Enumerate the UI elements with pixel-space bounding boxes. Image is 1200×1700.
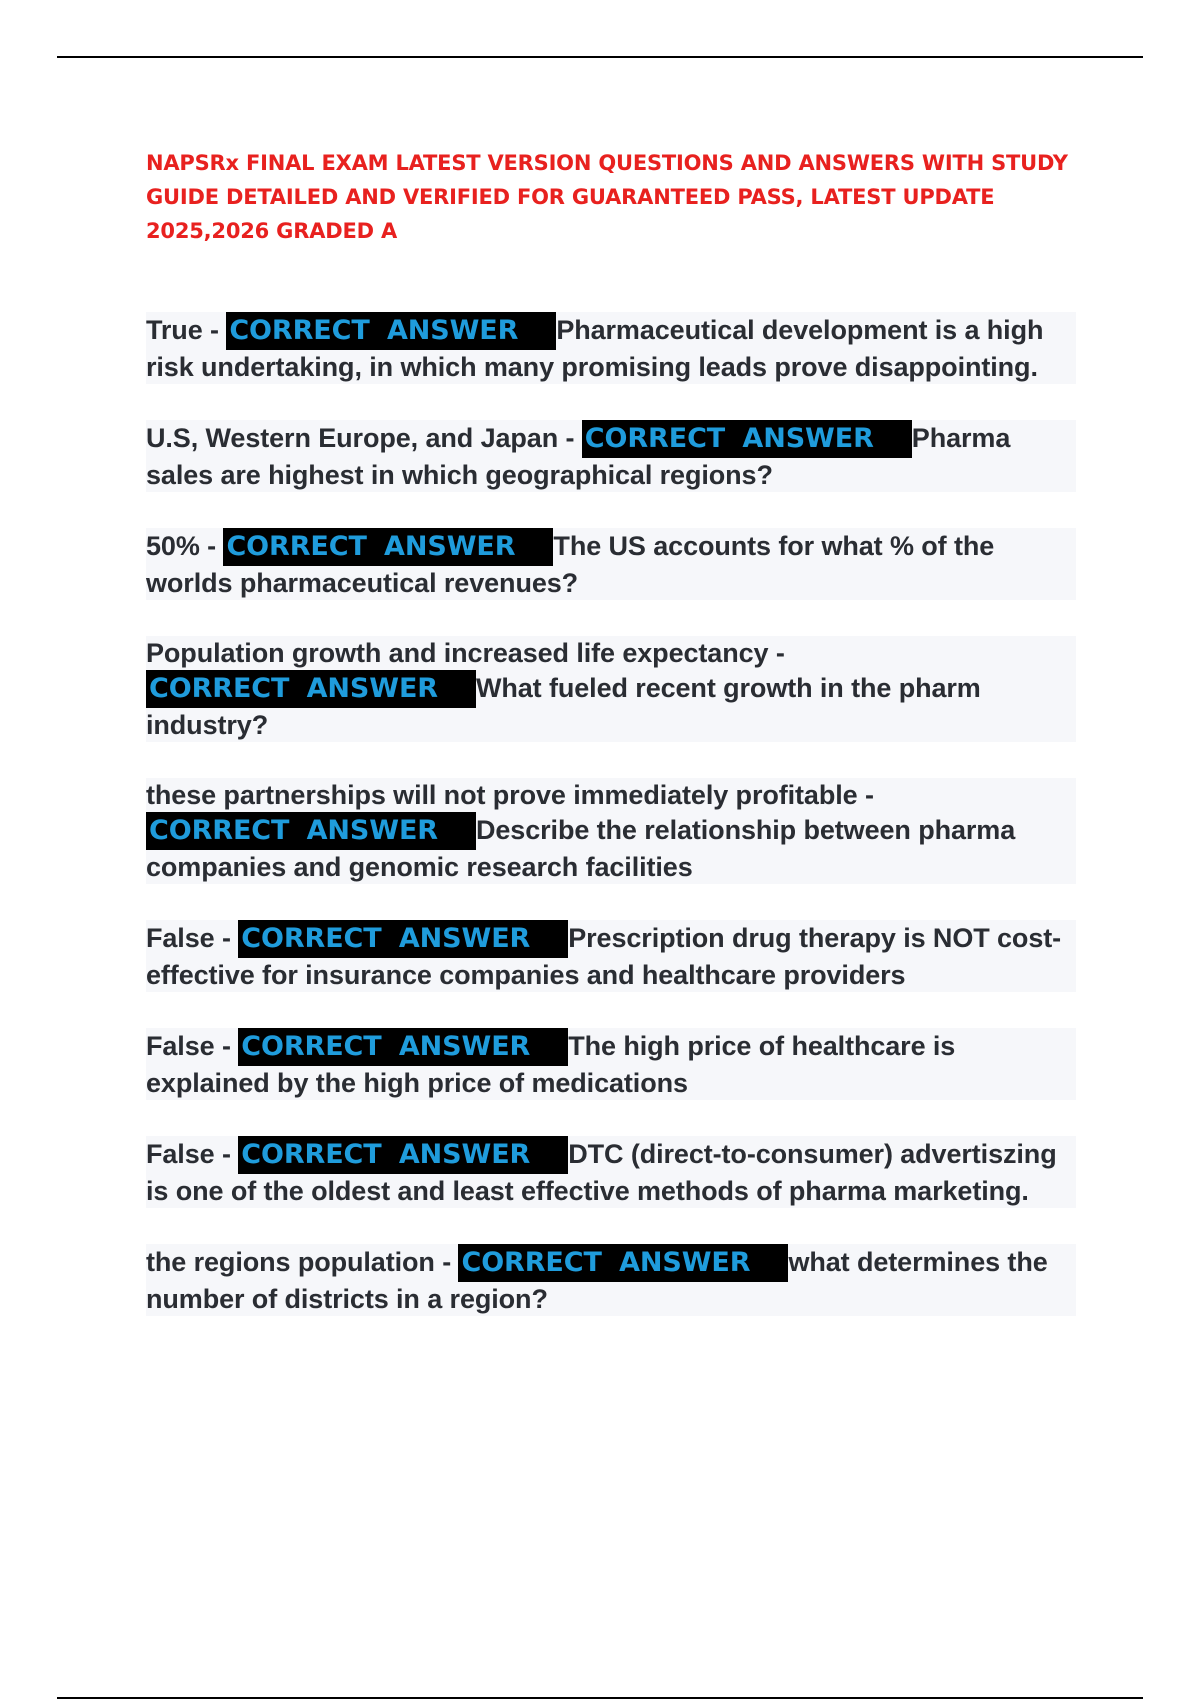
question-text: What fueled recent growth in the pharm industry?	[146, 673, 981, 740]
question-text: DTC (direct-to-consumer) advertiszing is one of the oldest and least effective methods of pharma marketing.	[146, 1139, 1057, 1206]
qa-item-8	[146, 1136, 1076, 1208]
document-title: NAPSRx FINAL EXAM LATEST VERSION QUESTIONS AND ANSWERS WITH STUDY GUIDE DETAILED AND VERIFIED FOR GUARANTEED PASS, LATEST UPDATE 2025,2026 GRADED A	[146, 151, 1068, 243]
qa-item-3	[146, 528, 1076, 600]
qa-item-4	[146, 636, 1076, 742]
correct-answer-badge: CORRECT ANSWER	[223, 528, 553, 566]
correct-answer-badge: CORRECT ANSWER	[458, 1244, 788, 1282]
correct-answer-badge: CORRECT ANSWER	[146, 670, 476, 708]
question-text: Describe the relationship between pharma companies and genomic research facilities	[146, 815, 1016, 882]
question-text: The US accounts for what % of the worlds pharmaceutical revenues?	[146, 531, 995, 598]
answer-text: Population growth and increased life expectancy -	[146, 638, 785, 668]
correct-answer-badge: CORRECT ANSWER	[146, 812, 476, 850]
answer-text: U.S, Western Europe, and Japan -	[146, 423, 582, 453]
correct-answer-badge: CORRECT ANSWER	[226, 312, 556, 350]
qa-list	[146, 312, 1076, 1352]
answer-text: the regions population -	[146, 1247, 459, 1277]
qa-item-6	[146, 920, 1076, 992]
correct-answer-badge: CORRECT ANSWER	[238, 1028, 568, 1066]
correct-answer-badge: CORRECT ANSWER	[238, 1136, 568, 1174]
qa-item-9	[146, 1244, 1076, 1316]
answer-text: False -	[146, 1139, 239, 1169]
qa-item-7	[146, 1028, 1076, 1100]
question-text: Pharma sales are highest in which geographical regions?	[146, 423, 1011, 490]
answer-text: 50% -	[146, 531, 224, 561]
bottom-rule	[57, 1697, 1143, 1699]
question-text: The high price of healthcare is explained by the high price of medications	[146, 1031, 956, 1098]
qa-item-1	[146, 312, 1076, 384]
question-text: what determines the number of districts in a region?	[146, 1247, 1048, 1314]
top-rule	[57, 56, 1143, 58]
qa-item-2	[146, 420, 1076, 492]
question-text: Prescription drug therapy is NOT cost-effective for insurance companies and healthcare providers	[146, 923, 1062, 990]
correct-answer-badge: CORRECT ANSWER	[582, 420, 912, 458]
correct-answer-badge: CORRECT ANSWER	[238, 920, 568, 958]
question-text: Pharmaceutical development is a high risk undertaking, in which many promising leads prove disappointing.	[146, 315, 1044, 382]
answer-text: these partnerships will not prove immediately profitable -	[146, 780, 874, 810]
answer-text: True -	[146, 315, 227, 345]
qa-item-5	[146, 778, 1076, 884]
answer-text: False -	[146, 923, 239, 953]
answer-text: False -	[146, 1031, 239, 1061]
